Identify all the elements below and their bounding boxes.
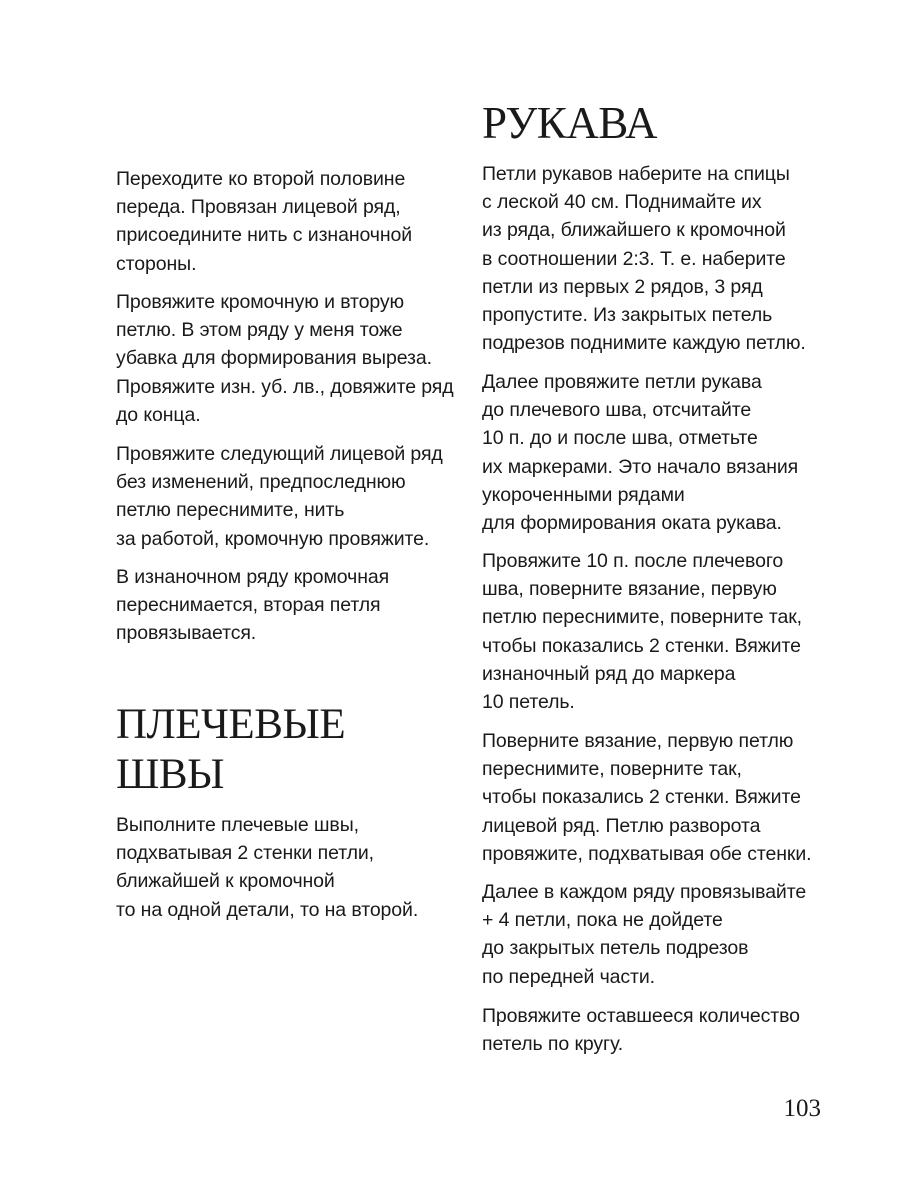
left-paragraph-5: Выполните плечевые швы, подхватывая 2 стенки петли, ближайшей к кромочной то на одной детали, то на второй.	[116, 814, 419, 921]
right-paragraph-3: Провяжите 10 п. после плечевого шва, поверните вязание, первую петлю переснимите, поверните так, чтобы показались 2 стенки. Вяжите изнаночный ряд до маркера 10 петель.	[482, 550, 802, 714]
left-paragraph-1: Переходите ко второй половине переда. Провязан лицевой ряд, присоедините нить с изнаночной стороны.	[116, 168, 413, 275]
page-number: 103	[783, 1095, 821, 1122]
section-heading-sleeves: РУКАВА	[482, 98, 657, 148]
right-paragraph-6: Провяжите оставшееся количество петель по кругу.	[482, 1005, 800, 1056]
left-paragraph-3: Провяжите следующий лицевой ряд без изменений, предпоследнюю петлю переснимите, нить за работой, кромочную провяжите.	[116, 443, 443, 550]
left-paragraph-4: В изнаночном ряду кромочная переснимается, вторая петля провязывается.	[116, 566, 390, 645]
left-paragraph-2: Провяжите кромочную и вторую петлю. В этом ряду у меня тоже убавка для формирования выреза. Провяжите изн. уб. лв., довяжите ряд до конца.	[116, 291, 454, 426]
right-paragraph-4: Поверните вязание, первую петлю переснимите, поверните так, чтобы показались 2 стенки. Вяжите лицевой ряд. Петлю разворота провяжите, подхватывая обе стенки.	[482, 730, 812, 865]
right-paragraph-1: Петли рукавов наберите на спицы с леской 40 см. Поднимайте их из ряда, ближайшего к кромочной в соотношении 2:3. Т. е. наберите петли из первых 2 рядов, 3 ряд пропустите. Из закрытых петель подрезов поднимите каждую петлю.	[482, 163, 806, 355]
right-paragraph-2: Далее провяжите петли рукава до плечевого шва, отсчитайте 10 п. до и после шва, отметьте их маркерами. Это начало вязания укороченными рядами для формирования оката рукава.	[482, 371, 799, 535]
section-heading-shoulder-seams: ПЛЕЧЕВЫЕ ШВЫ	[116, 701, 346, 798]
right-paragraph-5: Далее в каждом ряду провязывайте + 4 петли, пока не дойдете до закрытых петель подрезов по передней части.	[482, 881, 807, 988]
